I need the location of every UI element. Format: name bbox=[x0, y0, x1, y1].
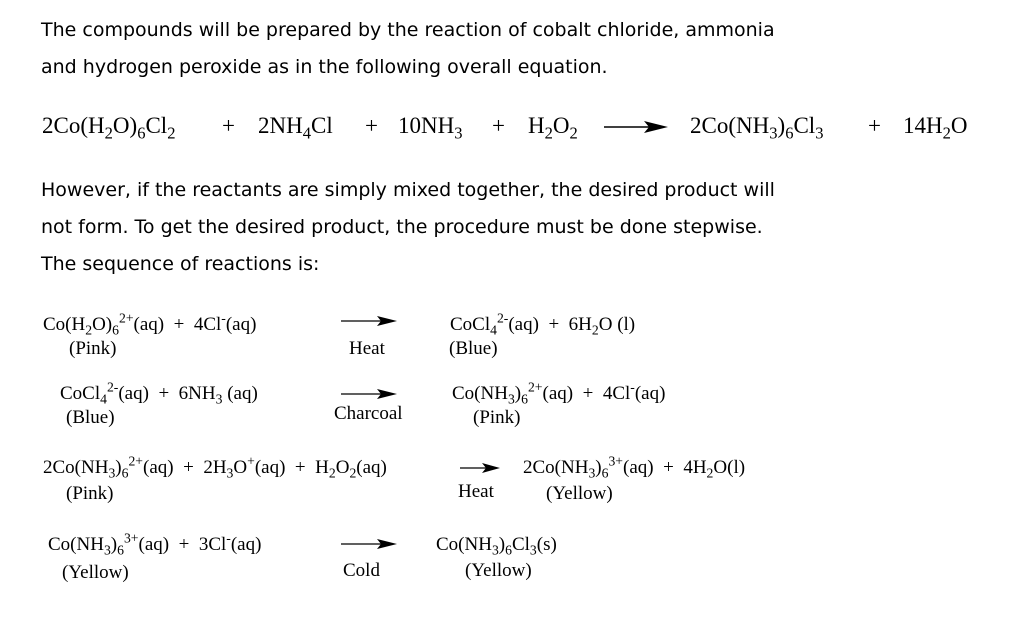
intro-line-2: and hydrogen peroxide as in the following overall equation. bbox=[41, 56, 608, 78]
reaction-reactants: CoCl$_4^{2-}$(aq) + $6NH_3$ (aq) bbox=[60, 379, 258, 407]
reaction-reactants: $Co(H_2O)_6^{2+}(aq) + 4Cl^-(aq)$ bbox=[43, 310, 257, 338]
reactant-color-label: (Blue) bbox=[66, 407, 115, 428]
reaction-arrow-icon bbox=[341, 313, 397, 329]
reaction-reactants: $2Co(NH_3)_6^{2+}(aq) + 2H_3O^+(aq) + H_2O_2(aq)$ bbox=[43, 453, 387, 481]
product-color-label: (Pink) bbox=[473, 407, 521, 428]
explanation-line-2: not form. To get the desired product, the procedure must be done stepwise. bbox=[41, 216, 763, 238]
reaction-products: $2Co(NH_3)_6^{3+}(aq) + 4H_2O(l)$ bbox=[523, 453, 746, 481]
plus-sign: + bbox=[222, 113, 235, 138]
explanation-line-1: However, if the reactants are simply mixed together, the desired product will bbox=[41, 179, 775, 201]
reactant-color-label: (Yellow) bbox=[62, 562, 129, 583]
overall-reactant-1: $2Co(H_2O)_6Cl_2$ bbox=[42, 113, 176, 143]
intro-line-1: The compounds will be prepared by the reaction of cobalt chloride, ammonia bbox=[41, 19, 775, 41]
product-color-label: (Yellow) bbox=[546, 483, 613, 504]
reaction-reactants: $Co(NH_3)_6^{3+}(aq) + 3Cl^-(aq)$ bbox=[48, 530, 262, 558]
overall-reactant-2: $2NH_4Cl$ bbox=[258, 113, 333, 143]
reactant-color-label: (Pink) bbox=[66, 483, 114, 504]
overall-product-2: $14H_2O$ bbox=[903, 113, 968, 143]
reaction-condition: Heat bbox=[349, 338, 385, 359]
overall-reactant-4: $H_2O_2$ bbox=[528, 113, 578, 143]
product-color-label: (Blue) bbox=[449, 338, 498, 359]
reaction-condition: Charcoal bbox=[334, 403, 403, 424]
reactant-color-label: (Pink) bbox=[69, 338, 117, 359]
reaction-arrow-icon bbox=[604, 117, 668, 137]
reaction-condition: Heat bbox=[458, 481, 494, 502]
product-color-label: (Yellow) bbox=[465, 560, 532, 581]
plus-sign: + bbox=[868, 113, 881, 138]
reaction-arrow-icon bbox=[460, 460, 500, 476]
plus-sign: + bbox=[365, 113, 378, 138]
reaction-products: $Co(NH_3)_6^{2+}(aq) + 4Cl^-(aq)$ bbox=[452, 379, 666, 407]
reaction-products: $Co(NH_3)_6Cl_3(s)$ bbox=[436, 534, 557, 558]
reaction-arrow-icon bbox=[341, 386, 397, 402]
explanation-line-3: The sequence of reactions is: bbox=[41, 253, 320, 275]
reaction-products: CoCl$_4^{2-}$(aq) + $6H_2O$ (l) bbox=[450, 310, 636, 338]
intro-paragraph bbox=[41, 12, 775, 86]
overall-product-1: $2Co(NH_3)_6Cl_3$ bbox=[690, 113, 824, 143]
reaction-arrow-icon bbox=[341, 536, 397, 552]
plus-sign: + bbox=[492, 113, 505, 138]
overall-reactant-3: $10NH_3$ bbox=[398, 113, 463, 143]
reaction-condition: Cold bbox=[343, 560, 380, 581]
explanation-paragraph bbox=[41, 172, 775, 283]
